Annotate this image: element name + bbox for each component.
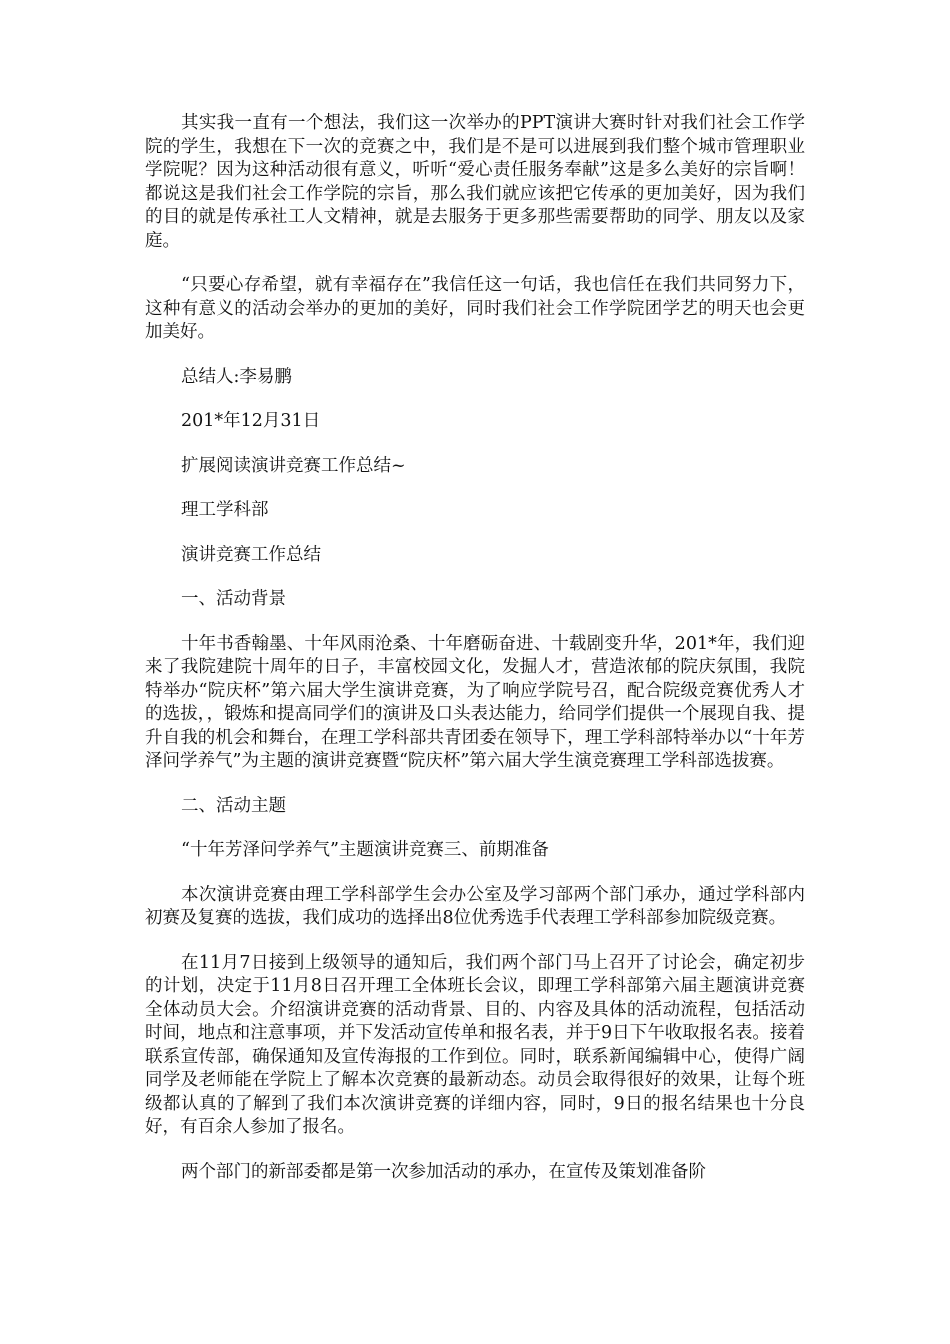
document-title: 演讲竞赛工作总结 — [181, 544, 321, 565]
department-name: 理工学科部 — [181, 500, 269, 520]
paragraph-preparation: 在11月7日接到上级领导的通知后，我们两个部门马上召开了讨论会，确定初步的计划，决定于11月8日召开理工全体班长会议，即理工学科部第六届主题演讲竞赛全体动员大会。介绍演讲竞赛的活动背景、目的、内容及具体的活动流程，包括活动时间，地点和注意事项，并下发活动宣传单和报名表，并于9日下午收取报名表。接着联系宣传部，确保通知及宣传海报的工作到位。同时，联系新闻编辑中心，使得广阔同学及老师能在学院上了解本次竞赛的最新动态。动员会取得很好的效果，让每个班级都认真的了解到了我们本次演讲竞赛的详细内容，同时，9日的报名结果也十分良好，有百余人参加了报名。 — [145, 952, 805, 1137]
date-line: 201*年12月31日 — [181, 411, 321, 431]
section-heading-background: 一、活动背景 — [181, 589, 286, 609]
paragraph-organizers: 本次演讲竞赛由理工学科部学生会办公室及学习部两个部门承办，通过学科部内初赛及复赛的选拔，我们成功的选择出8位优秀选手代表理工学科部参加院级竞赛。 — [145, 884, 805, 928]
paragraph-idea: 其实我一直有一个想法，我们这一次举办的PPT演讲大赛时针对我们社会工作学院的学生，我想在下一次的竞赛之中，我们是不是可以进展到我们整个城市管理职业学院呢？因为这种活动很有意义，听听“爱心责任服务奉献”这是多么美好的宗旨啊！都说这是我们社会工作学院的宗旨，那么我们就应该把它传承的更加美好，因为我们的目的就是传承社工人文精神，就是去服务于更多那些需要帮助的同学、朋友以及家庭。 — [145, 113, 805, 251]
section-heading-theme: 二、活动主题 — [181, 795, 286, 816]
theme-line: “十年芳泽问学养气”主题演讲竞赛三、前期准备 — [181, 840, 549, 860]
paragraph-new-members: 两个部门的新部委都是第一次参加活动的承办，在宣传及策划准备阶 — [181, 1161, 706, 1182]
paragraph-hope: “只要心存希望，就有幸福存在”我信任这一句话，我也信任在我们共同努力下，这种有意义的活动会举办的更加的美好，同时我们社会工作学院团学艺的明天也会更加美好。 — [145, 275, 805, 342]
extended-reading-heading: 扩展阅读演讲竞赛工作总结~ — [181, 455, 406, 476]
document-page — [145, 112, 805, 1205]
paragraph-background: 十年书香翰墨、十年风雨沧桑、十年磨砺奋进、十载剧变升华，201*年，我们迎来了我院建院十周年的日子，丰富校园文化，发掘人才，营造浓郁的院庆氛围，我院特举办“院庆杯”第六届大学生演讲竞赛，为了响应学院号召，配合院级竞赛优秀人才的选拔，，锻炼和提高同学们的演讲及口头表达能力，给同学们提供一个展现自我、提升自我的机会和舞台，在理工学科部共青团委在领导下，理工学科部特举办以“十年芳泽问学养气”为主题的演讲竞赛暨“院庆杯”第六届大学生演竞赛理工学科部选拔赛。 — [145, 633, 805, 771]
signer-line: 总结人:李易鹏 — [181, 366, 292, 387]
